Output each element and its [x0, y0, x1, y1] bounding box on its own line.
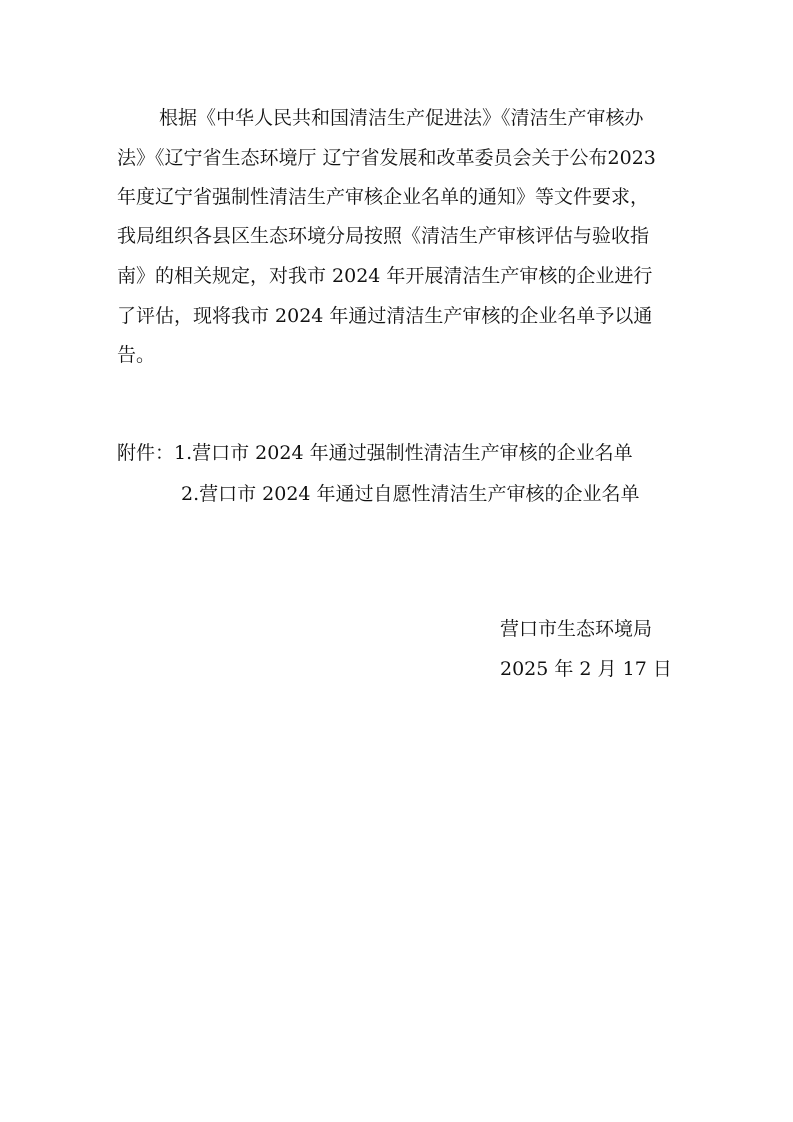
body-line-3: 年度辽宁省强制性清洁生产审核企业名单的通知》等文件要求， [117, 186, 650, 208]
issue-date: 2025 年 2 月 17 日 [500, 658, 672, 680]
body-line-5: 南》的相关规定，对我市 2024 年开展清洁生产审核的企业进行 [117, 265, 653, 287]
attachment-row-1 [117, 441, 633, 465]
body-line-7: 告。 [117, 344, 156, 366]
attachment-item-2: 2.营口市 2024 年通过自愿性清洁生产审核的企业名单 [181, 483, 640, 505]
issuing-organization: 营口市生态环境局 [500, 618, 653, 640]
attachment-item-1: 1.营口市 2024 年通过强制性清洁生产审核的企业名单 [174, 442, 633, 464]
body-line-4: 我局组织各县区生态环境分局按照《清洁生产审核评估与验收指 [117, 225, 650, 247]
body-line-6: 了评估，现将我市 2024 年通过清洁生产审核的企业名单予以通 [117, 305, 653, 327]
body-line-1: 根据《中华人民共和国清洁生产促进法》《清洁生产审核办 [159, 107, 644, 129]
body-line-2: 法》《辽宁省生态环境厅 辽宁省发展和改革委员会关于公布2023 [117, 147, 656, 169]
attachments-label: 附件： [117, 442, 175, 464]
